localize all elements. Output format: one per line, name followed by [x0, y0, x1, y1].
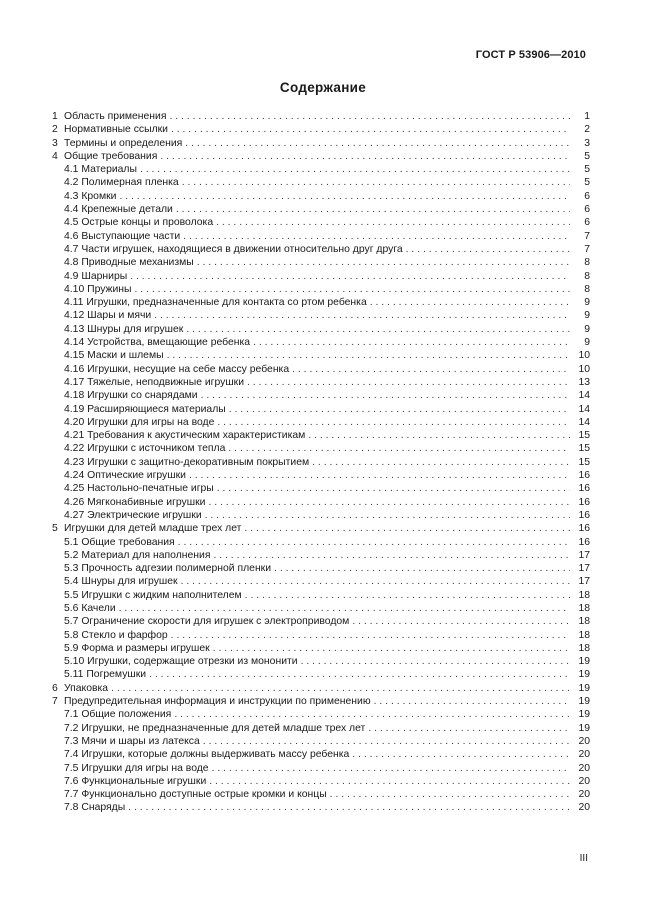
toc-leader-dots [197, 256, 570, 269]
toc-entry-title: 4.6 Выступающие части [64, 230, 181, 242]
toc-entry-title: 7.8 Снаряды [64, 802, 126, 814]
toc-entry-page: 20 [578, 749, 590, 761]
toc-entry-page: 15 [578, 430, 590, 442]
toc-entry[interactable] [52, 323, 590, 336]
toc-leader-dots [171, 123, 570, 136]
toc-entry-title: 4.13 Шнуры для игрушек [64, 323, 184, 335]
toc-leader-dots [229, 403, 570, 416]
toc-entry[interactable] [52, 509, 590, 522]
toc-leader-dots [253, 336, 570, 349]
toc-leader-dots [182, 176, 570, 189]
toc-entry-page: 20 [578, 735, 590, 747]
toc-entry[interactable] [52, 389, 590, 402]
toc-entry[interactable] [52, 522, 590, 535]
toc-leader-dots [201, 389, 570, 402]
toc-entry-number: 7 [52, 696, 58, 708]
toc-entry[interactable] [52, 496, 590, 509]
toc-entry-page: 10 [578, 363, 590, 375]
toc-entry[interactable] [52, 456, 590, 469]
toc-entry[interactable] [52, 762, 590, 775]
toc-entry[interactable] [52, 256, 590, 269]
toc-entry-title: 4.14 Устройства, вмещающие ребенка [64, 337, 251, 349]
toc-entry[interactable] [52, 110, 590, 123]
toc-entry-page: 18 [578, 589, 590, 601]
toc-leader-dots [140, 163, 570, 176]
toc-entry-number: 5 [52, 523, 58, 535]
toc-entry-title: 5.1 Общие требования [64, 536, 175, 548]
toc-entry-page: 9 [584, 337, 590, 349]
toc-entry-title: Игрушки для детей младше трех лет [64, 523, 242, 535]
toc-leader-dots [149, 668, 570, 681]
toc-leader-dots [185, 137, 570, 150]
toc-entry-page: 14 [578, 403, 590, 415]
toc-entry[interactable] [52, 137, 590, 150]
toc-entry[interactable] [52, 655, 590, 668]
toc-leader-dots [135, 283, 570, 296]
toc-entry[interactable] [52, 230, 590, 243]
toc-entry-page: 6 [584, 204, 590, 216]
toc-entry-title: 4.27 Электрические игрушки [64, 509, 202, 521]
toc-entry-title: 5.3 Прочность адгезии полимерной пленки [64, 563, 272, 575]
toc-entry-number: 4 [52, 150, 58, 162]
toc-leader-dots [308, 429, 570, 442]
toc-entry[interactable] [52, 429, 590, 442]
toc-leader-dots [352, 615, 570, 628]
toc-entry-title: 4.12 Шары и мячи [64, 310, 152, 322]
toc-entry-page: 8 [584, 270, 590, 282]
table-of-contents [52, 110, 590, 815]
toc-entry-title: Нормативные ссылки [64, 124, 168, 136]
toc-entry-title: 7.6 Функциональные игрушки [64, 775, 207, 787]
toc-leader-dots [312, 456, 570, 469]
toc-entry-page: 18 [578, 616, 590, 628]
toc-entry-page: 2 [584, 124, 590, 136]
toc-leader-dots [181, 575, 570, 588]
toc-entry-title: 4.19 Расширяющиеся материалы [64, 403, 226, 415]
toc-entry[interactable] [52, 469, 590, 482]
toc-entry-title: 5.9 Форма и размеры игрушек [64, 642, 210, 654]
toc-entry-title: 4.4 Крепежные детали [64, 204, 173, 216]
toc-leader-dots [352, 748, 570, 761]
toc-entry-page: 9 [584, 310, 590, 322]
toc-leader-dots [247, 376, 570, 389]
toc-leader-dots [154, 309, 570, 322]
toc-leader-dots [217, 416, 570, 429]
toc-leader-dots [160, 150, 570, 163]
toc-entry[interactable] [52, 190, 590, 203]
toc-entry-title: 4.1 Материалы [64, 164, 137, 176]
toc-entry[interactable] [52, 722, 590, 735]
toc-entry-page: 9 [584, 323, 590, 335]
toc-entry-page: 5 [584, 164, 590, 176]
toc-entry-page: 8 [584, 283, 590, 295]
toc-entry[interactable] [52, 309, 590, 322]
toc-entry[interactable] [52, 695, 590, 708]
toc-entry-page: 10 [578, 350, 590, 362]
toc-entry-page: 14 [578, 390, 590, 402]
toc-entry-title: 4.7 Части игрушек, находящиеся в движении относительно друг друга [64, 243, 403, 255]
toc-entry-page: 6 [584, 190, 590, 202]
toc-entry-page: 15 [578, 456, 590, 468]
toc-leader-dots [178, 536, 570, 549]
toc-entry[interactable] [52, 416, 590, 429]
toc-entry-title: 4.3 Кромки [64, 190, 117, 202]
standard-number: ГОСТ Р 53906—2010 [475, 49, 586, 61]
toc-entry-title: 4.2 Полимерная пленка [64, 177, 179, 189]
toc-entry[interactable] [52, 270, 590, 283]
toc-entry[interactable] [52, 549, 590, 562]
toc-entry-title: 5.7 Ограничение скорости для игрушек с электроприводом [64, 616, 350, 628]
toc-entry-page: 16 [578, 483, 590, 495]
toc-entry[interactable] [52, 562, 590, 575]
toc-entry-page: 18 [578, 602, 590, 614]
toc-entry-title: Общие требования [64, 150, 158, 162]
toc-entry-page: 16 [578, 523, 590, 535]
toc-entry[interactable] [52, 403, 590, 416]
toc-entry-page: 16 [578, 536, 590, 548]
toc-leader-dots [330, 788, 570, 801]
toc-entry-page: 17 [578, 563, 590, 575]
toc-leader-dots [119, 190, 570, 203]
toc-leader-dots [167, 349, 570, 362]
toc-entry-page: 15 [578, 443, 590, 455]
toc-entry[interactable] [52, 575, 590, 588]
toc-entry[interactable] [52, 203, 590, 216]
toc-entry-page: 17 [578, 549, 590, 561]
toc-entry[interactable] [52, 775, 590, 788]
toc-entry-page: 18 [578, 629, 590, 641]
toc-leader-dots [209, 775, 570, 788]
toc-entry[interactable] [52, 668, 590, 681]
toc-entry-title: 5.5 Игрушки с жидким наполнителем [64, 589, 242, 601]
toc-entry-page: 16 [578, 496, 590, 508]
toc-leader-dots [176, 203, 570, 216]
toc-entry-page: 19 [578, 722, 590, 734]
toc-entry-page: 3 [584, 137, 590, 149]
toc-entry[interactable] [52, 615, 590, 628]
toc-entry-title: 4.8 Приводные механизмы [64, 257, 194, 269]
toc-entry-page: 6 [584, 217, 590, 229]
toc-entry-number: 3 [52, 137, 58, 149]
toc-entry[interactable] [52, 442, 590, 455]
toc-entry[interactable] [52, 176, 590, 189]
toc-entry[interactable] [52, 349, 590, 362]
toc-entry-title: Область применения [64, 111, 167, 122]
toc-entry-title: 7.4 Игрушки, которые должны выдерживать массу ребенка [64, 749, 350, 761]
toc-leader-dots [183, 230, 570, 243]
toc-entry-title: 4.17 Тяжелые, неподвижные игрушки [64, 376, 245, 388]
toc-leader-dots [119, 602, 570, 615]
toc-entry-title: 4.21 Требования к акустическим характеристикам [64, 430, 306, 442]
toc-entry[interactable] [52, 748, 590, 761]
toc-entry[interactable] [52, 376, 590, 389]
toc-leader-dots [169, 110, 570, 123]
toc-entry[interactable] [52, 363, 590, 376]
toc-entry-title: 4.5 Острые концы и проволока [64, 217, 214, 229]
toc-entry-title: Термины и определения [64, 137, 183, 149]
toc-entry-title: 5.8 Стекло и фарфор [64, 629, 168, 641]
toc-entry[interactable] [52, 296, 590, 309]
toc-entry-title: 4.23 Игрушки с защитно-декоративным покрытием [64, 456, 310, 468]
toc-entry-title: 4.20 Игрушки для игры на воде [64, 416, 215, 428]
toc-entry-page: 19 [578, 696, 590, 708]
toc-entry[interactable] [52, 150, 590, 163]
toc-entry-page: 16 [578, 509, 590, 521]
toc-leader-dots [186, 323, 570, 336]
toc-leader-dots [244, 522, 570, 535]
toc-entry[interactable] [52, 788, 590, 801]
toc-entry[interactable] [52, 283, 590, 296]
toc-leader-dots [213, 549, 570, 562]
toc-entry-title: 4.9 Шарниры [64, 270, 128, 282]
toc-entry-page: 8 [584, 257, 590, 269]
toc-entry-page: 5 [584, 150, 590, 162]
toc-entry-number: 6 [52, 682, 58, 694]
toc-leader-dots [171, 629, 570, 642]
toc-entry[interactable] [52, 336, 590, 349]
toc-entry-title: 7.7 Функционально доступные острые кромки и концы [64, 789, 327, 801]
toc-entry-page: 5 [584, 177, 590, 189]
toc-entry-title: 4.15 Маски и шлемы [64, 350, 164, 362]
toc-entry-number: 2 [52, 124, 58, 136]
toc-entry[interactable] [52, 482, 590, 495]
toc-leader-dots [406, 243, 570, 256]
toc-entry-title: 4.16 Игрушки, несущие на себе массу ребенка [64, 363, 290, 375]
toc-entry-title: 4.11 Игрушки, предназначенные для контакта со ртом ребенка [64, 297, 367, 309]
toc-entry-page: 7 [584, 243, 590, 255]
toc-entry-page: 19 [578, 709, 590, 721]
toc-entry-page: 18 [578, 642, 590, 654]
toc-leader-dots [228, 442, 570, 455]
toc-leader-dots [189, 469, 570, 482]
toc-leader-dots [301, 655, 570, 668]
toc-entry-page: 20 [578, 762, 590, 774]
toc-entry-page: 20 [578, 802, 590, 814]
toc-leader-dots [216, 216, 570, 229]
toc-entry[interactable] [52, 123, 590, 136]
toc-entry-title: 7.5 Игрушки для игры на воде [64, 762, 209, 774]
page-number: III [579, 853, 588, 864]
toc-leader-dots [245, 589, 570, 602]
toc-leader-dots [374, 695, 570, 708]
toc-leader-dots [292, 363, 570, 376]
toc-entry-page: 14 [578, 416, 590, 428]
toc-entry-page: 19 [578, 656, 590, 668]
toc-leader-dots [205, 509, 570, 522]
toc-leader-dots [368, 722, 570, 735]
toc-entry-title: 4.26 Мягконабивные игрушки [64, 496, 206, 508]
toc-entry-title: 7.2 Игрушки, не предназначенные для детей младше трех лет [64, 722, 366, 734]
toc-entry[interactable] [52, 536, 590, 549]
toc-entry[interactable] [52, 243, 590, 256]
toc-entry[interactable] [52, 163, 590, 176]
page-title: Содержание [279, 80, 367, 95]
toc-entry[interactable] [52, 801, 590, 814]
toc-leader-dots [370, 296, 570, 309]
toc-entry[interactable] [52, 642, 590, 655]
toc-leader-dots [174, 708, 570, 721]
toc-entry-page: 19 [578, 682, 590, 694]
toc-leader-dots [208, 496, 570, 509]
toc-entry[interactable] [52, 629, 590, 642]
toc-entry[interactable] [52, 602, 590, 615]
toc-entry[interactable] [52, 682, 590, 695]
toc-entry[interactable] [52, 708, 590, 721]
toc-entry-page: 17 [578, 576, 590, 588]
toc-entry-page: 20 [578, 789, 590, 801]
toc-entry-title: 7.1 Общие положения [64, 709, 172, 721]
toc-leader-dots [130, 270, 570, 283]
toc-entry-number: 1 [52, 111, 58, 122]
toc-entry-page: 13 [578, 376, 590, 388]
toc-leader-dots [128, 801, 570, 814]
toc-leader-dots [203, 735, 570, 748]
toc-leader-dots [212, 762, 570, 775]
toc-entry[interactable] [52, 216, 590, 229]
toc-leader-dots [274, 562, 570, 575]
toc-entry-page: 20 [578, 775, 590, 787]
toc-entry-title: 5.2 Материал для наполнения [64, 549, 211, 561]
toc-entry-title: 4.10 Пружины [64, 283, 132, 295]
toc-entry[interactable] [52, 735, 590, 748]
toc-entry-title: 4.24 Оптические игрушки [64, 470, 186, 482]
toc-leader-dots [111, 682, 570, 695]
toc-entry-title: 4.25 Настольно-печатные игры [64, 483, 214, 495]
toc-entry-page: 7 [584, 230, 590, 242]
toc-entry-title: 4.22 Игрушки с источником тепла [64, 443, 226, 455]
toc-entry-title: 5.6 Качели [64, 602, 116, 614]
toc-entry-page: 16 [578, 470, 590, 482]
toc-entry-page: 1 [584, 111, 590, 122]
toc-leader-dots [213, 642, 570, 655]
toc-entry-title: Упаковка [64, 682, 109, 694]
toc-entry-title: Предупредительная информация и инструкции по применению [64, 696, 371, 708]
toc-entry[interactable] [52, 589, 590, 602]
toc-entry-page: 9 [584, 297, 590, 309]
toc-entry-title: 7.3 Мячи и шары из латекса [64, 735, 200, 747]
toc-entry-title: 5.10 Игрушки, содержащие отрезки из мононити [64, 656, 298, 668]
toc-leader-dots [217, 482, 570, 495]
toc-entry-title: 5.11 Погремушки [64, 669, 147, 681]
toc-entry-title: 4.18 Игрушки со снарядами [64, 390, 198, 402]
toc-entry-title: 5.4 Шнуры для игрушек [64, 576, 178, 588]
toc-entry-page: 19 [578, 669, 590, 681]
